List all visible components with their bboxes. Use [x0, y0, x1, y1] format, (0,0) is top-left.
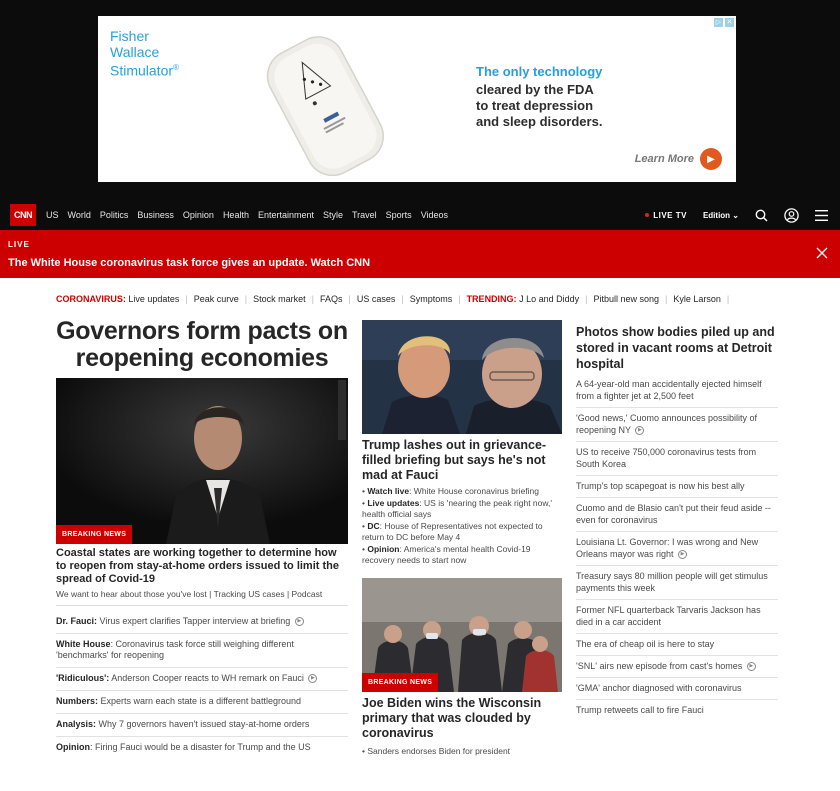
lead-headline[interactable]: Governors form pacts on reopening economies — [56, 317, 348, 372]
edition-dropdown[interactable]: Edition ⌄ — [702, 210, 739, 220]
adchoices-icon[interactable]: ▷ ✕ — [715, 19, 733, 26]
coronavirus-label: CORONAVIRUS: — [56, 294, 126, 304]
top-nav — [0, 200, 840, 230]
live-banner-text[interactable]: The White House coronavirus task force gives an update. Watch CNN — [8, 257, 371, 269]
list-item[interactable]: 'Good news,' Cuomo announces possibility of reopening NY ▶ — [576, 408, 778, 442]
close-icon[interactable] — [816, 247, 828, 259]
list-item[interactable]: 'SNL' airs new episode from cast's homes ▶ — [576, 656, 778, 678]
search-icon[interactable] — [755, 209, 768, 222]
lead-related-list — [56, 611, 348, 759]
breaking-news-badge: BREAKING NEWS — [56, 525, 132, 544]
lead-image[interactable] — [56, 378, 348, 544]
hamburger-icon[interactable] — [815, 210, 828, 221]
ad-region — [0, 0, 840, 200]
ad-learn-more-button[interactable]: Learn More ▶ — [635, 148, 722, 170]
list-item[interactable]: Treasury says 80 million people will get stimulus payments this week — [576, 566, 778, 600]
trending-link[interactable]: Peak curve — [193, 294, 239, 304]
trending-link[interactable]: Live updates — [128, 294, 180, 304]
newsom-photo — [56, 378, 348, 544]
list-item[interactable]: Trump's top scapegoat is now his best ally — [576, 476, 778, 498]
list-item[interactable]: Opinion: Firing Fauci would be a disaster for Trump and the US — [56, 742, 311, 752]
play-video-icon: ▶ — [678, 550, 687, 559]
center-column — [362, 320, 562, 756]
live-tv-link[interactable]: LIVE TV — [645, 211, 687, 220]
center-headline[interactable]: Trump lashes out in grievance-filled briefing but says he's not mad at Fauci — [362, 438, 547, 482]
live-label: LIVE — [8, 240, 30, 249]
biden-headline[interactable]: Joe Biden wins the Wisconsin primary that was clouded by coronavirus — [362, 696, 542, 740]
lead-column — [56, 318, 348, 759]
meta-link[interactable]: We want to hear about those you've lost — [56, 589, 207, 599]
trump-fauci-image[interactable] — [362, 320, 562, 434]
trending-bar: CORONAVIRUS: Live updates | Peak curve | Stock market | FAQs | US cases | Symptoms | TRENDING: J Lo and Diddy | Pitbull new song | Kyle Larson | — [56, 294, 730, 304]
trending-link[interactable]: Pitbull new song — [593, 294, 660, 304]
trending-link[interactable]: US cases — [356, 294, 396, 304]
list-item[interactable]: 'Ridiculous': Anderson Cooper reacts to WH remark on Fauci ▶ — [56, 668, 348, 691]
list-item[interactable]: Cuomo and de Blasio can't put their feud aside -- even for coronavirus — [576, 498, 778, 532]
bullet-item[interactable]: • Live updates: US is 'nearing the peak right now,' health official says — [362, 498, 553, 519]
nav-link-style[interactable]: Style — [322, 210, 343, 220]
list-item[interactable]: The era of cheap oil is here to stay — [576, 634, 778, 656]
right-headline[interactable]: Photos show bodies piled up and stored in vacant rooms at Detroit hospital — [576, 325, 775, 371]
nav-link-world[interactable]: World — [67, 210, 91, 220]
list-item[interactable]: US to receive 750,000 coronavirus tests from South Korea — [576, 442, 778, 476]
list-item[interactable]: Trump retweets call to fire Fauci — [576, 705, 704, 715]
live-banner[interactable] — [0, 230, 840, 278]
breaking-news-badge: BREAKING NEWS — [362, 673, 438, 692]
lead-subhead[interactable]: Coastal states are working together to determine how to reopen from stay-at-home orders issued to limit the spread of Covid-19 — [56, 547, 339, 585]
bullet-item[interactable]: • Watch live: White House coronavirus briefing — [362, 486, 539, 496]
nav-link-entertainment[interactable]: Entertainment — [257, 210, 314, 220]
trending-label: TRENDING: — [466, 294, 517, 304]
trending-link[interactable]: FAQs — [319, 294, 343, 304]
play-video-icon: ▶ — [308, 674, 317, 683]
trending-link[interactable]: Symptoms — [409, 294, 453, 304]
nav-link-travel[interactable]: Travel — [352, 210, 377, 220]
trending-link[interactable]: J Lo and Diddy — [519, 294, 580, 304]
list-item[interactable]: A 64-year-old man accidentally ejected himself from a fighter jet at 2,500 feet — [576, 378, 778, 408]
list-item[interactable]: Dr. Fauci: Virus expert clarifies Tapper interview at briefing ▶ — [56, 611, 348, 634]
nav-link-business[interactable]: Business — [137, 210, 174, 220]
ad-headline: The only technology — [476, 64, 603, 79]
nav-link-opinion[interactable]: Opinion — [182, 210, 214, 220]
nav-links — [46, 210, 448, 220]
biden-sublink[interactable]: • Sanders endorses Biden for president — [362, 746, 511, 756]
ad-copy: cleared by the FDA to treat depression and sleep disorders. — [476, 82, 603, 129]
list-item[interactable]: White House: Coronavirus task force still weighing different 'benchmarks' for reopening — [56, 634, 348, 668]
list-item[interactable]: 'GMA' anchor diagnosed with coronavirus — [576, 678, 778, 700]
user-icon[interactable] — [784, 208, 799, 223]
wisconsin-primary-image[interactable] — [362, 578, 562, 692]
bullet-item[interactable]: • DC: House of Representatives not expected to return to DC before May 4 — [362, 521, 543, 542]
right-story-list — [576, 378, 778, 721]
trending-link[interactable]: Stock market — [253, 294, 306, 304]
advertisement[interactable] — [98, 16, 736, 182]
nav-link-us[interactable]: US — [46, 210, 59, 220]
ad-device-image — [246, 28, 406, 178]
nav-right — [645, 200, 828, 230]
meta-link[interactable]: Tracking US cases — [213, 589, 285, 599]
center-bullets — [362, 486, 562, 566]
list-item[interactable]: Analysis: Why 7 governors haven't issued stay-at-home orders — [56, 714, 348, 737]
meta-link[interactable]: Podcast — [291, 589, 323, 599]
list-item[interactable]: Louisiana Lt. Governor: I was wrong and New Orleans mayor was right ▶ — [576, 532, 778, 566]
right-column — [576, 324, 778, 721]
play-video-icon: ▶ — [635, 426, 644, 435]
play-video-icon: ▶ — [295, 617, 304, 626]
play-video-icon: ▶ — [747, 662, 756, 671]
nav-link-politics[interactable]: Politics — [99, 210, 129, 220]
trending-link[interactable]: Kyle Larson — [673, 294, 721, 304]
list-item[interactable]: Former NFL quarterback Tarvaris Jackson has died in a car accident — [576, 600, 778, 634]
lead-meta-links: We want to hear about those you've lost | Tracking US cases | Podcast — [56, 589, 348, 606]
cnn-logo[interactable]: CNN — [10, 204, 36, 226]
ad-brand: Fisher Wallace Stimulator® — [110, 28, 179, 79]
nav-link-health[interactable]: Health — [222, 210, 249, 220]
chevron-down-icon: ⌄ — [732, 210, 739, 220]
bullet-item[interactable]: • Opinion: America's mental health Covid-19 recovery needs to start now — [362, 544, 531, 565]
nav-link-sports[interactable]: Sports — [385, 210, 412, 220]
list-item[interactable]: Numbers: Experts warn each state is a different battleground — [56, 691, 348, 714]
live-dot-icon — [645, 213, 649, 217]
nav-link-videos[interactable]: Videos — [420, 210, 449, 220]
play-arrow-icon: ▶ — [700, 148, 722, 170]
